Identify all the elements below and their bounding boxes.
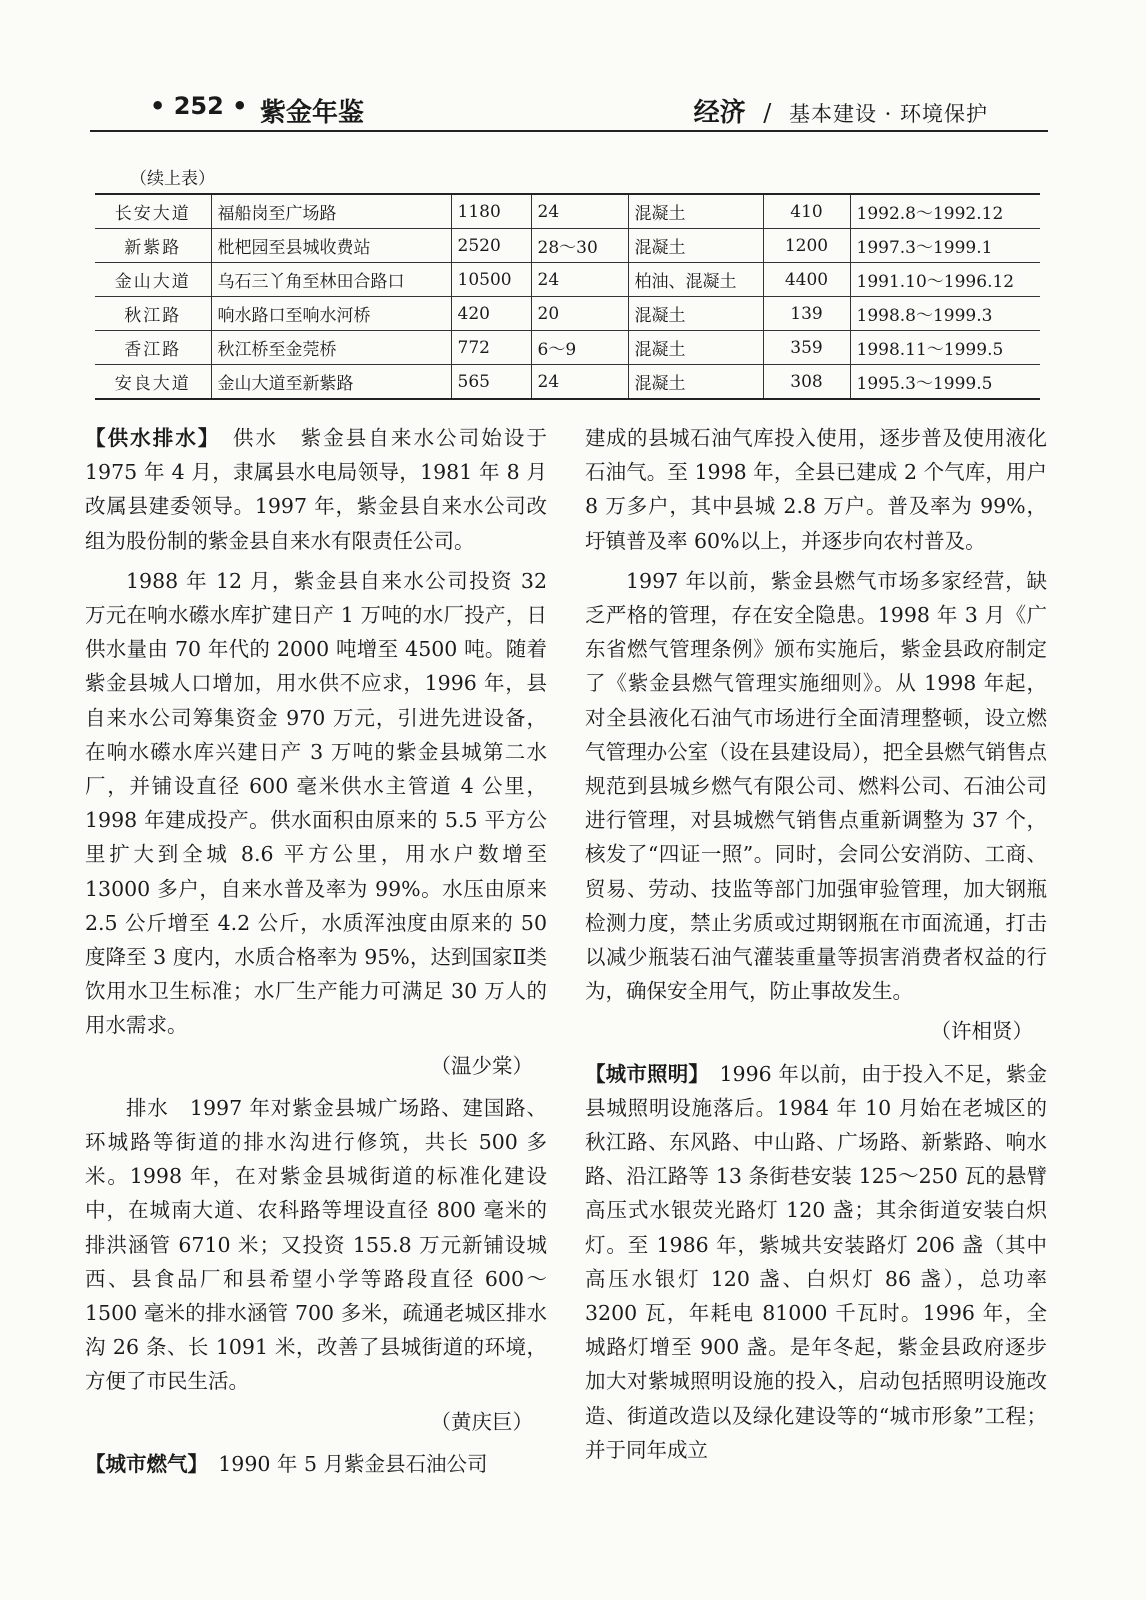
table-cell: 香江路 [95,331,211,365]
paragraph: 1988 年 12 月，紫金县自来水公司投资 32 万元在响水礤水库扩建日产 1 万吨的水厂投产，日供水量由 70 年代的 2000 吨增至 4500 吨。随着紫金县城人口增加，用水供不应求，1996 年，县自来水公司筹集资金 970 万元，引进先进设备，在响水礤水库兴建日产 3 万吨的紫金县城第二水厂，并铺设直径 600 毫米供水主管道 4 公里，1998 年建成投产。供水面积由原来的 5.5 平方公里扩大到全城 8.6 平方公里，用水户数增至 13000 多户，自来水普及率为 99%。水压由原来 2.5 公斤增至 4.2 公斤，水质浑浊度由原来的 50 度降至 3 度内，水质合格率为 95%，达到国家Ⅱ类饮用水卫生标准；水厂生产能力可满足 30 万人的用水需求。 [85,568,547,1038]
paragraph-text: 1990 年 5 月紫金县石油公司 [197,1451,488,1476]
author-credit: （黄庆巨） [430,1409,533,1434]
table-cell: 新紫路 [95,229,211,263]
table-cell: 772 [451,331,531,365]
section-main: 经济 [693,98,746,128]
page-number: • 252 • [150,92,248,120]
author-credit: （温少棠） [430,1053,533,1078]
table-cell: 长安大道 [95,194,211,229]
table-cell: 1180 [451,194,531,229]
table-cell: 1995.3～1999.5 [850,365,1040,400]
paragraph [85,421,547,558]
left-column [85,421,547,1481]
table-cell: 420 [451,297,531,331]
table-cell: 1997.3～1999.1 [850,229,1040,263]
table-cell: 139 [763,297,850,331]
table-cell: 565 [451,365,531,400]
table-cell: 20 [531,297,628,331]
road-table [95,193,1040,400]
entry-heading-lighting: 【城市照明】 [585,1061,699,1086]
table-cell: 1200 [763,229,850,263]
table-cell: 1998.11～1999.5 [850,331,1040,365]
table-continued-label: （续上表） [130,169,215,189]
table-cell: 24 [531,365,628,400]
table-cell: 安良大道 [95,365,211,400]
table-cell: 1991.10～1996.12 [850,263,1040,297]
table-cell: 1998.8～1999.3 [850,297,1040,331]
table-cell: 乌石三丫角至林田合路口 [211,263,451,297]
table-row [95,365,1040,400]
paragraph-text: 1996 年以前，由于投入不足，紫金县城照明设施落后。1984 年 10 月始在老城区的秋江路、东风路、中山路、广场路、新紫路、响水路、沿江路等 13 条街巷安装 125～250 瓦的悬臂高压式水银荧光路灯 120 盏；其余街道安装白炽灯。至 1986 年，紫城共安装路灯 206 盏（其中高压水银灯 120 盏、白炽灯 86 盏），总功率 3200 瓦，年耗电 81000 千瓦时。1996 年，全城路灯增至 900 盏。是年冬起，紫金县政府逐步加大对紫城照明设施的投入，启动包括照明设施改造、街道改造以及绿化建设等的“城市形象”工程；并于同年成立 [585,1061,1048,1462]
table-cell: 混凝土 [628,365,763,400]
table-cell: 6～9 [531,331,628,365]
table-cell: 金山大道至新紫路 [211,365,451,400]
table-cell: 金山大道 [95,263,211,297]
table-cell: 28～30 [531,229,628,263]
book-title: 紫金年鉴 [260,98,365,128]
table-cell: 1992.8～1992.12 [850,194,1040,229]
table-cell: 秋江路 [95,297,211,331]
table-row [95,229,1040,263]
table-cell: 混凝土 [628,229,763,263]
paragraph-text: 供水 紫金县自来水公司始设于 1975 年 4 月，隶属县水电局领导，1981 年 8 月改属县建委领导。1997 年，紫金县自来水公司改组为股份制的紫金县自来水有限责任公司。 [85,426,548,553]
table-cell: 响水路口至响水河桥 [211,297,451,331]
table-row [95,331,1040,365]
table-cell: 10500 [451,263,531,297]
table-cell: 秋江桥至金莞桥 [211,331,451,365]
paragraph: 建成的县城石油气库投入使用，逐步普及使用液化石油气。至 1998 年，全县已建成 2 个气库，用户 8 万多户，其中县城 2.8 万户。普及率为 99%，圩镇普及率 60%以上，并逐步向农村普及。 [585,426,1047,553]
table-cell: 308 [763,365,850,400]
table-row [95,194,1040,229]
paragraph: 1997 年以前，紫金县燃气市场多家经营，缺乏严格的管理，存在安全隐患。1998 年 3 月《广东省燃气管理条例》颁布实施后，紫金县政府制定了《紫金县燃气管理实施细则》。从 1998 年起，对全县液化石油气市场进行全面清理整顿，设立燃气管理办公室（设在县建设局），把全县燃气销售点规范到县城乡燃气有限公司、燃料公司、石油公司进行管理，对县城燃气销售点重新调整为 37 个，核发了“四证一照”。同时，会同公安消防、工商、贸易、劳动、技监等部门加强审验管理，加大钢瓶检测力度，禁止劣质或过期钢瓶在市面流通，打击以减少瓶装石油气灌装重量等损害消费者权益的行为，确保安全用气，防止事故发生。 [585,568,1047,1004]
table-cell: 24 [531,263,628,297]
paragraph [85,1447,547,1481]
table-cell: 359 [763,331,850,365]
table-cell: 枇杷园至县城收费站 [211,229,451,263]
table-row [95,297,1040,331]
section-separator: / [763,99,772,127]
table-cell: 混凝土 [628,194,763,229]
table-cell: 24 [531,194,628,229]
table-cell: 混凝土 [628,297,763,331]
paragraph [585,1057,1047,1467]
right-column [585,421,1047,1467]
table-cell: 福船岗至广场路 [211,194,451,229]
table-row [95,263,1040,297]
entry-heading-gas: 【城市燃气】 [85,1451,198,1476]
paragraph: 排水 1997 年对紫金县城广场路、建国路、环城路等街道的排水沟进行修筑，共长 500 多米。1998 年，在对紫金县城街道的标准化建设中，在城南大道、农科路等埋设直径 800 毫米的排洪涵管 6710 米；又投资 155.8 万元新铺设城西、县食品厂和县希望小学等路段直径 600～1500 毫米的排水涵管 700 多米，疏通老城区排水沟 26 条、长 1091 米，改善了县城街道的环境，方便了市民生活。 [85,1095,547,1394]
author-credit: （许相贤） [930,1019,1033,1044]
table-cell: 2520 [451,229,531,263]
table-cell: 混凝土 [628,331,763,365]
table-cell: 410 [763,194,850,229]
page-header [90,92,1048,132]
table-cell: 4400 [763,263,850,297]
entry-heading-water: 【供水排水】 [85,426,211,450]
section-title [694,92,988,129]
table-cell: 柏油、混凝土 [628,263,763,297]
section-sub: 基本建设 · 环境保护 [788,102,988,126]
